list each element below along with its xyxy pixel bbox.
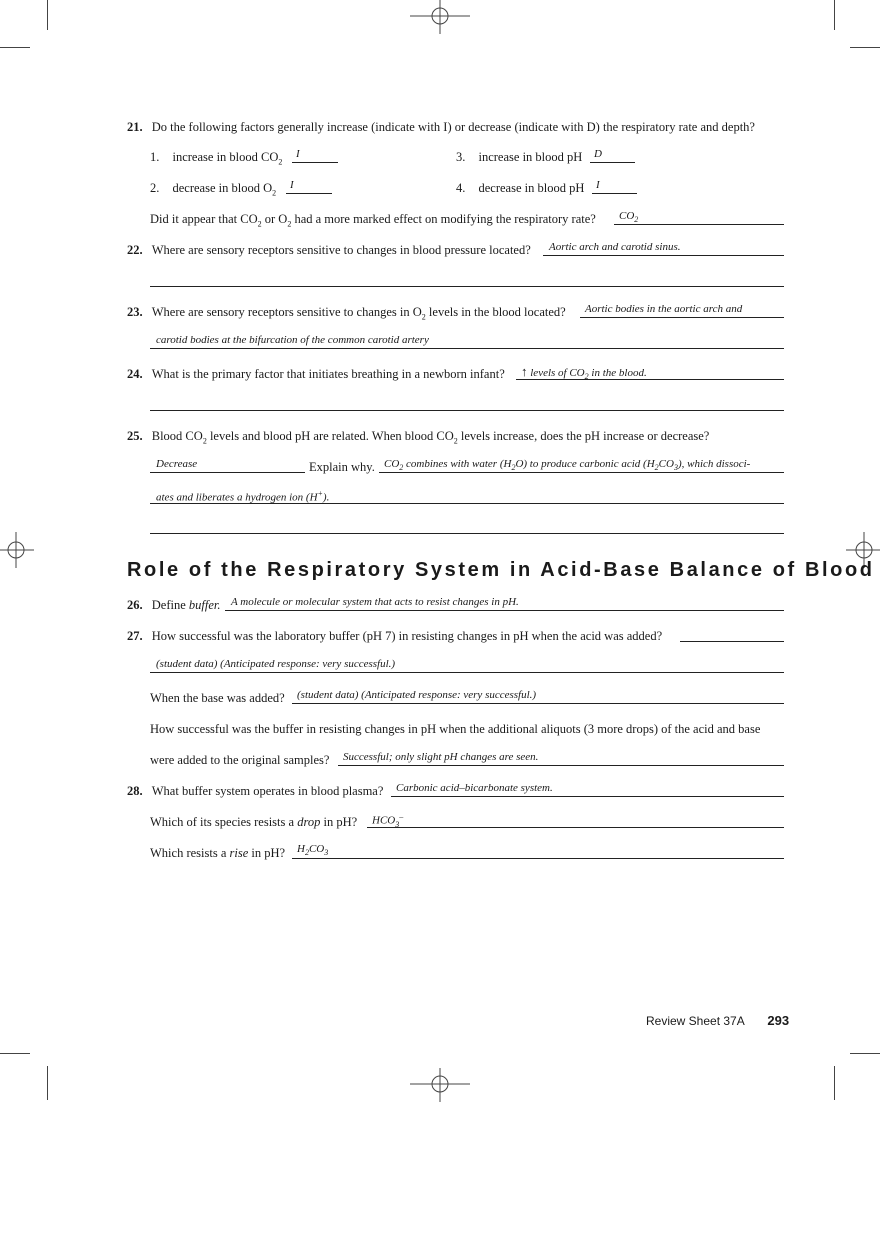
factor-4-answer[interactable]: I [596,179,600,191]
page-footer [646,1013,789,1028]
drop-answer[interactable]: $HCO_3^-$ [372,812,404,829]
question-text: Do the following factors generally increase (indicate with I) or decrease (indicate with D) the respiratory rate and depth? [151,120,755,134]
registration-mark-bottom [410,1066,470,1102]
question-text: Blood $CO_2$ levels and blood pH are related. When blood $CO_2$ levels increase, does the pH increase or decrease? [151,429,710,446]
rise-question: Which resists a rise in pH? [150,846,286,860]
question-number: 23. [127,305,143,319]
question-number: 26. [127,598,143,612]
question-27-answer-acid[interactable]: (student data) (Anticipated response: very successful.) [156,658,396,670]
drop-question: Which of its species resists a drop in pH? [150,815,358,829]
factor-3-answer[interactable]: D [594,148,602,160]
factor-1-answer[interactable]: I [296,148,300,160]
factor-3: 3. increase in blood pH [456,150,583,164]
factor-4: 4. decrease in blood pH [456,181,585,195]
factor-1: 1. increase in blood $CO_2$ [150,150,283,167]
question-27-answer-base[interactable]: (student data) (Anticipated response: very successful.) [297,689,537,701]
question-22-answer[interactable]: Aortic arch and carotid sinus. [549,241,681,253]
question-text: How successful was the laboratory buffer (pH 7) in resisting changes in pH when the acid was added? [151,629,663,643]
explain-why-label: Explain why. [309,460,375,474]
base-question: When the base was added? [150,691,285,705]
question-text: What is the primary factor that initiates breathing in a newborn infant? [151,367,505,381]
question-number: 24. [127,367,143,381]
question-27-answer-followup[interactable]: Successful; only slight pH changes are seen. [343,751,539,763]
question-number: 22. [127,243,143,257]
question-text: Where are sensory receptors sensitive to changes in $O_2$ levels in the blood located? [151,305,566,322]
question-text: Define buffer. [151,598,221,612]
factor-2-answer[interactable]: I [290,179,294,191]
question-25-answer-decrease[interactable]: Decrease [156,458,198,470]
question-25-explanation-line-2[interactable]: ates and liberates a hydrogen ion (H+). [156,489,330,504]
review-sheet-label: Review Sheet 37A [646,1014,745,1028]
registration-mark-left [0,532,36,568]
question-28-answer[interactable]: Carbonic acid–bicarbonate system. [396,782,553,794]
question-24-answer[interactable]: ↑ levels of $CO_2$ in the blood. [521,364,647,382]
up-arrow-icon: ↑ [521,364,528,379]
question-number: 27. [127,629,143,643]
page-number: 293 [767,1013,790,1028]
question-number: 28. [127,784,143,798]
registration-mark-top [410,0,470,36]
question-26-answer[interactable]: A molecule or molecular system that acts to resist changes in pH. [231,596,519,608]
question-25-explanation-line-1[interactable]: $CO_2$ combines with water $(H_2O)$ to produce carbonic acid $(H_2CO_3)$, which dissoci- [384,458,751,473]
question-21-followup-answer[interactable]: $CO_2$ [619,210,639,225]
question-21-followup: Did it appear that $CO_2$ or $O_2$ had a more marked effect on modifying the respiratory rate? [150,212,596,229]
section-heading: Role of the Respiratory System in Acid-Base Balance of Blood [127,559,875,581]
question-23-answer-line-2[interactable]: carotid bodies at the bifurcation of the common carotid artery [156,334,429,346]
followup-question-line-2: were added to the original samples? [150,753,330,767]
factor-2: 2. decrease in blood $O_2$ [150,181,277,198]
followup-question-line-1: How successful was the buffer in resisting changes in pH when the additional aliquots (3 more drops) of the acid and base [150,722,761,736]
question-text: What buffer system operates in blood plasma? [151,784,384,798]
question-text: Where are sensory receptors sensitive to changes in blood pressure located? [151,243,531,257]
question-23-answer-line-1[interactable]: Aortic bodies in the aortic arch and [585,303,743,315]
question-number: 21. [127,120,143,134]
rise-answer[interactable]: $H_2CO_3$ [297,843,329,858]
question-number: 25. [127,429,143,443]
